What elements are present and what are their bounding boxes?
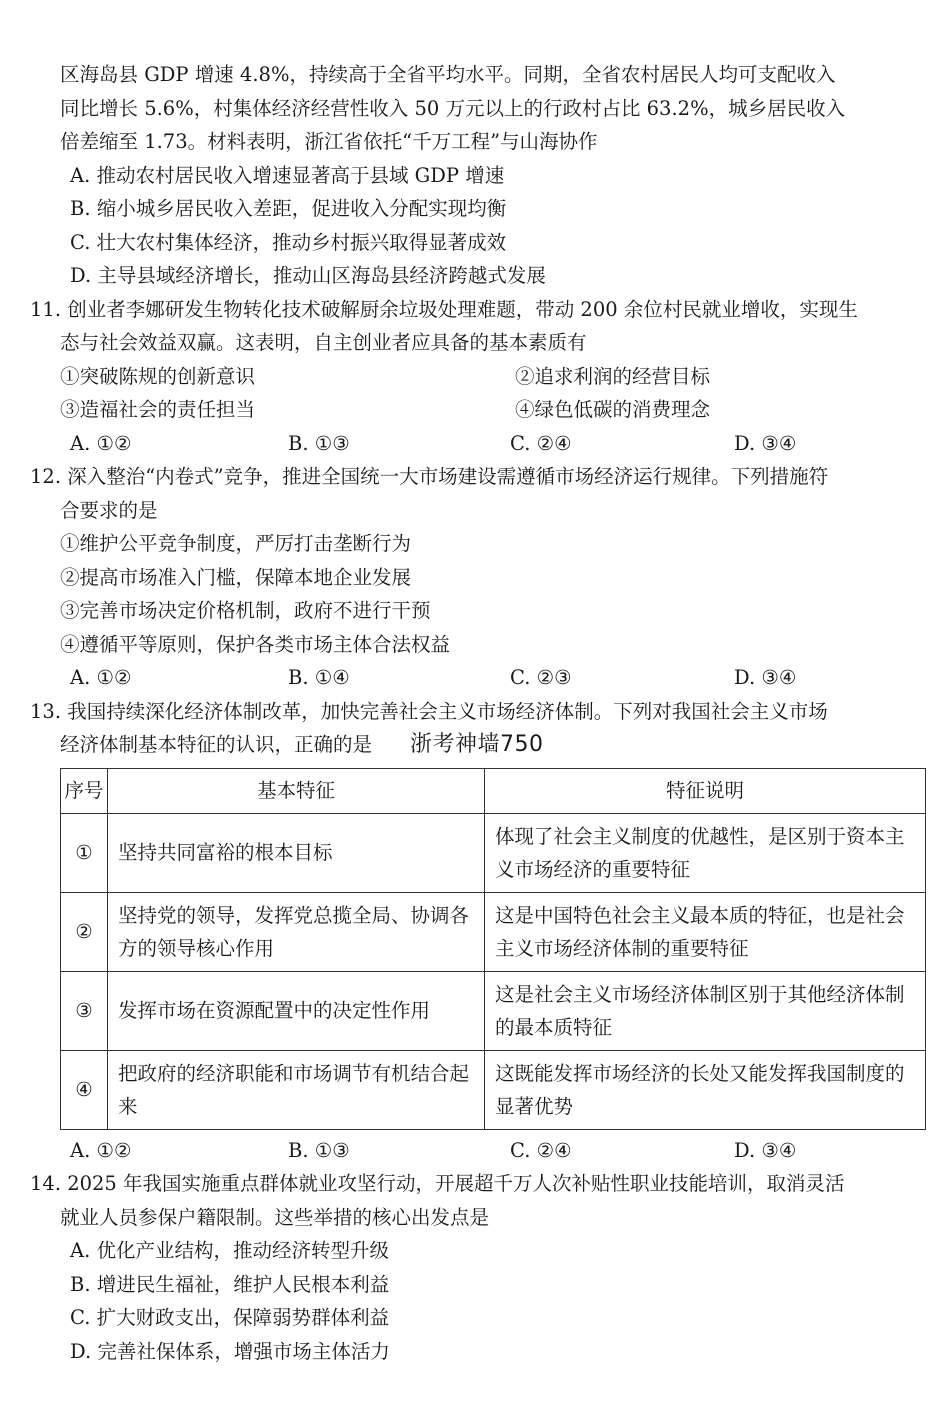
table-header-row — [61, 768, 926, 813]
watermark-text: 浙考神墙750 — [410, 732, 544, 757]
q12-statement: ①维护公平竞争制度，严厉打击垄断行为 — [60, 532, 412, 555]
row-number: ① — [61, 813, 108, 892]
row-description: 这既能发挥市场经济的长处又能发挥我国制度的显著优势 — [485, 1050, 926, 1129]
q14-stem-line1: 14. 2025 年我国实施重点群体就业攻坚行动，开展超千万人次补贴性职业技能培训，取消灵活 — [30, 1172, 845, 1195]
q11-statement: ④绿色低碳的消费理念 — [515, 398, 711, 421]
q11-option-c: C. ②④ — [510, 431, 572, 455]
row-number: ③ — [61, 971, 108, 1050]
q12-stem-line1: 12. 深入整治“内卷式”竞争，推进全国统一大市场建设需遵循市场经济运行规律。下列措施符 — [30, 465, 829, 488]
row-feature: 坚持共同富裕的根本目标 — [108, 813, 485, 892]
row-feature: 坚持党的领导，发挥党总揽全局、协调各方的领导核心作用 — [108, 892, 485, 971]
question-14 — [30, 1167, 922, 1368]
header-number: 序号 — [61, 768, 108, 813]
q11-statement: ①突破陈规的创新意识 — [60, 364, 256, 388]
header-feature: 基本特征 — [108, 768, 485, 813]
question-10-continuation — [30, 58, 922, 293]
table-row — [61, 971, 926, 1050]
question-11 — [30, 293, 922, 461]
q11-option-b: B. ①③ — [288, 431, 350, 455]
question-12 — [30, 460, 922, 695]
q11-statements — [30, 360, 922, 427]
row-feature: 发挥市场在资源配置中的决定性作用 — [108, 971, 485, 1050]
row-description: 体现了社会主义制度的优越性，是区别于资本主义市场经济的重要特征 — [485, 813, 926, 892]
q12-option-d: D. ③④ — [734, 666, 797, 689]
q11-options — [30, 427, 922, 461]
q13-option-b: B. ①③ — [288, 1138, 350, 1162]
q12-statements — [30, 527, 922, 661]
q12-options — [30, 661, 922, 695]
q10-option-b: B. 缩小城乡居民收入差距，促进收入分配实现均衡 — [70, 197, 507, 220]
row-number: ④ — [61, 1050, 108, 1129]
q14-option-d: D. 完善社保体系，增强市场主体活力 — [70, 1339, 390, 1363]
question-13 — [30, 695, 922, 1168]
q12-option-a: A. ①② — [70, 666, 132, 689]
q12-statement: ③完善市场决定价格机制，政府不进行干预 — [60, 599, 431, 622]
q13-stem-line1: 13. 我国持续深化经济体制改革，加快完善社会主义市场经济体制。下列对我国社会主义市场 — [30, 699, 828, 723]
q13-option-a: A. ①② — [70, 1138, 132, 1162]
q11-statement: ②追求利润的经营目标 — [515, 364, 711, 388]
q12-option-c: C. ②③ — [510, 666, 572, 689]
q14-option-b: B. 增进民生福祉，维护人民根本利益 — [70, 1272, 390, 1296]
q10-option-d: D. 主导县域经济增长，推动山区海岛县经济跨越式发展 — [70, 264, 546, 287]
q13-stem-line2: 经济体制基本特征的认识，正确的是 — [60, 733, 373, 756]
q13-stem-line2-wrap — [30, 728, 922, 762]
q13-option-d: D. ③④ — [734, 1138, 797, 1162]
q10-text-line: 倍差缩至 1.73。材料表明，浙江省依托“千万工程”与山海协作 — [60, 130, 598, 153]
table-row — [61, 892, 926, 971]
row-feature: 把政府的经济职能和市场调节有机结合起来 — [108, 1050, 485, 1129]
q14-stem-line2: 就业人员参保户籍限制。这些举措的核心出发点是 — [60, 1205, 490, 1229]
q11-stem-line1: 11. 创业者李娜研发生物转化技术破解厨余垃圾处理难题，带动 200 余位村民就业增收，实现生 — [30, 297, 858, 321]
q14-option-a: A. 优化产业结构，推动经济转型升级 — [70, 1239, 389, 1262]
q10-text-line: 同比增长 5.6%，村集体经济经营性收入 50 万元以上的行政村占比 63.2%，城乡居民收入 — [60, 96, 846, 120]
q11-option-a: A. ①② — [70, 431, 132, 455]
q10-text-line: 区海岛县 GDP 增速 4.8%，持续高于全省平均水平。同期，全省农村居民人均可支配收入 — [60, 63, 836, 86]
q12-statement: ④遵循平等原则，保护各类市场主体合法权益 — [60, 632, 451, 656]
q12-stem-line2: 合要求的是 — [60, 498, 158, 522]
row-description: 这是中国特色社会主义最本质的特征，也是社会主义市场经济体制的重要特征 — [485, 892, 926, 971]
row-description: 这是社会主义市场经济体制区别于其他经济体制的最本质特征 — [485, 971, 926, 1050]
row-number: ② — [61, 892, 108, 971]
features-table — [60, 768, 926, 1130]
table-row — [61, 1050, 926, 1129]
q12-option-b: B. ①④ — [288, 666, 350, 689]
q11-statement: ③造福社会的责任担当 — [60, 398, 256, 421]
q12-statement: ②提高市场准入门槛，保障本地企业发展 — [60, 565, 412, 589]
header-description: 特征说明 — [485, 768, 926, 813]
q10-option-c: C. 壮大农村集体经济，推动乡村振兴取得显著成效 — [70, 230, 507, 254]
q11-stem-line2: 态与社会效益双赢。这表明，自主创业者应具备的基本素质有 — [60, 331, 587, 354]
q11-option-d: D. ③④ — [734, 431, 797, 455]
q13-options — [30, 1134, 922, 1168]
q10-option-a: A. 推动农村居民收入增速显著高于县域 GDP 增速 — [70, 163, 505, 187]
table-row — [61, 813, 926, 892]
q14-option-c: C. 扩大财政支出，保障弱势群体利益 — [70, 1306, 390, 1329]
q13-option-c: C. ②④ — [510, 1138, 572, 1162]
